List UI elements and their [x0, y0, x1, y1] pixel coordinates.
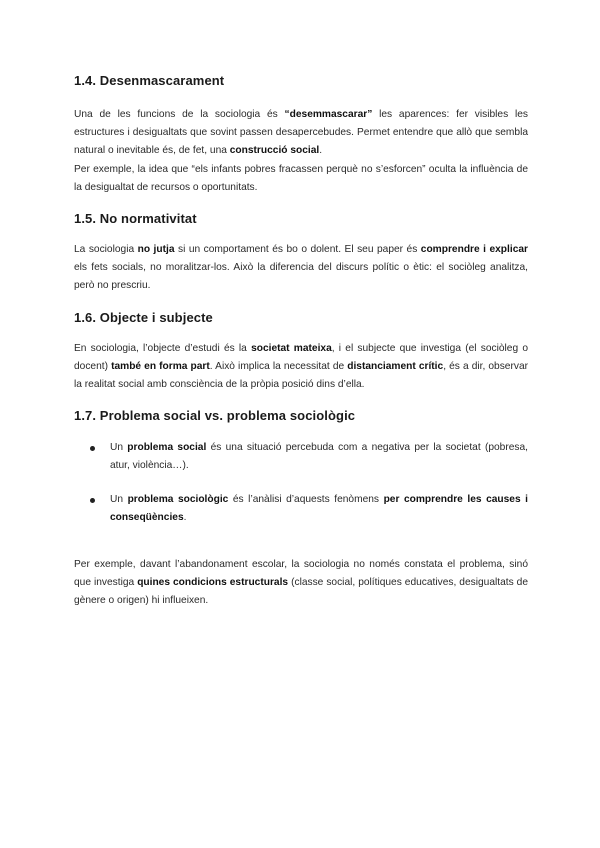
- bold-text: comprendre i explicar: [420, 244, 528, 256]
- text-run: La sociologia: [74, 244, 138, 256]
- section-heading-1-7: [74, 407, 528, 425]
- list-item: [74, 439, 528, 475]
- bullet-icon: [90, 446, 95, 451]
- bullet-list: [74, 439, 528, 527]
- text-run: .: [319, 145, 323, 157]
- bold-text: distanciament crític: [347, 360, 444, 372]
- text-run: , i el subjecte que investiga (el sociòleg o docent): [74, 342, 529, 372]
- bold-text: problema sociològic: [127, 493, 229, 505]
- text-run: En sociologia, l’objecte d’estudi és la: [74, 342, 252, 354]
- paragraph-no-normativitat: [74, 241, 528, 296]
- section-heading-1-4: [74, 72, 528, 90]
- text-run: és una situació percebuda com a negativa per la societat (pobresa, atur, violència…).: [110, 442, 528, 472]
- section-heading-1-5: [74, 210, 528, 228]
- bold-text: per comprendre les causes i conseqüències: [110, 493, 528, 523]
- paragraph-example-1-4: Per exemple, la idea que “els infants pobres fracassen perquè no s’esforcen” oculta la influència de la desigualtat de recursos o oportunitats.: [74, 163, 528, 193]
- text-run: , és a dir, observar la realitat social amb consciència de la pròpia posició dins d’ella.: [74, 360, 529, 391]
- section-title: 1.7. Problema social vs. problema sociològic: [74, 408, 356, 424]
- section-title: 1.6. Objecte i subjecte: [74, 309, 213, 325]
- text-run: . Això implica la necessitat de: [209, 360, 348, 372]
- bold-text: no jutja: [137, 244, 175, 256]
- text-run: (classe social, polítiques educatives, desigualtats de gènere o origen) hi influeixen.: [74, 577, 528, 607]
- bold-text: també en forma part: [111, 360, 210, 372]
- text-run: és l’anàlisi d’aquests fenòmens: [228, 493, 384, 505]
- bold-text: problema social: [127, 442, 207, 454]
- paragraph-desenmascarament: [74, 106, 528, 161]
- bold-text: societat mateixa: [251, 342, 332, 354]
- bold-text: quines condicions estructurals: [137, 577, 289, 589]
- list-item: [74, 491, 528, 527]
- paragraph-example-1-7: [74, 556, 528, 611]
- bold-text: construcció social: [229, 145, 320, 157]
- bullet-icon: [90, 498, 95, 503]
- text-run: els fets socials, no moralitzar-los. Això la diferencia del discurs polític o ètic: el sociòleg analitza, però no prescriu.: [74, 262, 528, 292]
- text-run: Per exemple, davant l’abandonament escolar, la sociologia no només constata el problema, sinó que investiga: [74, 559, 528, 589]
- document-page: [74, 72, 528, 611]
- text-run: .: [183, 511, 187, 523]
- paragraph-objecte-subjecte: [74, 340, 528, 395]
- text-run: Una de les funcions de la sociologia és: [74, 109, 285, 120]
- section-title: 1.4. Desenmascarament: [74, 73, 225, 88]
- text-run: les aparences: fer visibles les estructures i desigualtats que sovint passen desapercebudes. Permet entendre que allò que sembla natural o inevitable és, de fet, una: [74, 109, 528, 157]
- text-run: Un: [110, 442, 128, 454]
- text-run: si un comportament és bo o dolent. El seu paper és: [174, 244, 421, 256]
- bold-text: “desemmascarar”: [284, 109, 373, 120]
- text-run: Un: [110, 493, 128, 505]
- section-heading-1-6: [74, 309, 528, 327]
- section-title: 1.5. No normativitat: [74, 211, 197, 227]
